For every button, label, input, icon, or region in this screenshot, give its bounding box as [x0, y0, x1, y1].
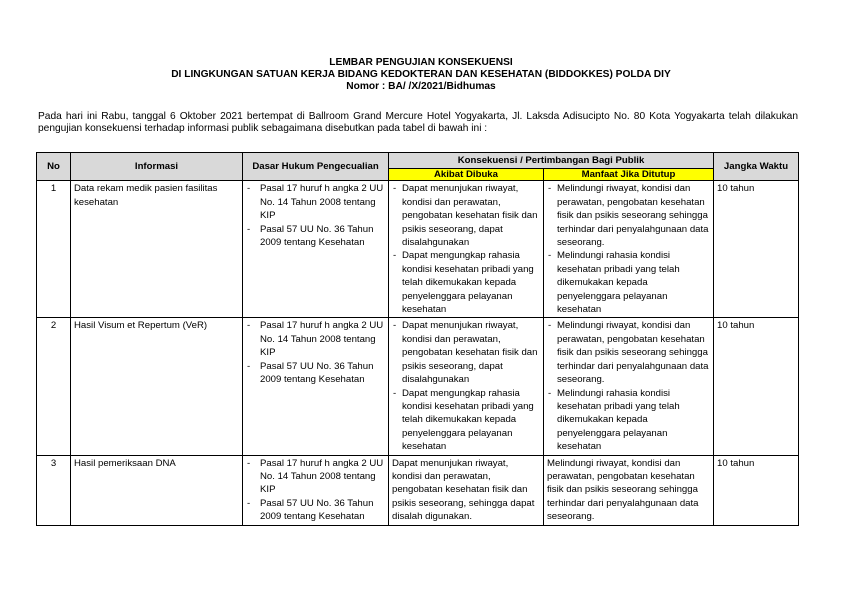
list-item: - Melindungi riwayat, kondisi dan perawatan, pengobatan kesehatan fisik dan psikis seseorang sehingga terhindar dari penyalahgunaan data seseorang. — [547, 182, 710, 249]
row-akibat-dibuka — [389, 318, 544, 455]
row-jangka-waktu: 10 tahun — [714, 318, 799, 455]
list-item: - Melindungi riwayat, kondisi dan perawatan, pengobatan kesehatan fisik dan psikis seseorang sehingga terhindar dari penyalahgunaan data seseorang. — [547, 319, 710, 386]
list-item: - Pasal 57 UU No. 36 Tahun 2009 tentang Kesehatan — [246, 223, 385, 250]
document-title: LEMBAR PENGUJIAN KONSEKUENSI — [329, 57, 513, 68]
row-dasar-hukum — [243, 318, 389, 455]
table-row — [37, 318, 799, 455]
row-informasi: Hasil Visum et Repertum (VeR) — [71, 318, 243, 455]
row-manfaat-ditutup: Melindungi riwayat, kondisi dan perawatan, pengobatan kesehatan fisik dan psikis seseorang sehingga terhindar dari penyalahgunaan data seseorang. — [544, 455, 714, 525]
header-manfaat-ditutup: Manfaat Jika Ditutup — [544, 169, 714, 181]
row-akibat-dibuka: Dapat menunjukan riwayat, kondisi dan perawatan, pengobatan kesehatan fisik dan psikis seseorang, sehingga dapat disalah digunakan. — [389, 455, 544, 525]
row-akibat-dibuka — [389, 181, 544, 318]
row-informasi: Data rekam medik pasien fasilitas kesehatan — [71, 181, 243, 318]
document-subtitle: DI LINGKUNGAN SATUAN KERJA BIDANG KEDOKTERAN DAN KESEHATAN (BIDDOKKES) POLDA DIY — [171, 69, 671, 80]
list-item: - Dapat menunjukan riwayat, kondisi dan perawatan, pengobatan kesehatan fisik dan psikis seseorang, dapat disalahgunakan — [392, 182, 540, 249]
header-informasi: Informasi — [71, 153, 243, 181]
list-item: - Dapat mengungkap rahasia kondisi kesehatan pribadi yang telah dikemukakan kepada penyelenggara pelayanan kesehatan — [392, 249, 540, 316]
row-informasi: Hasil pemeriksaan DNA — [71, 455, 243, 525]
consequence-table — [36, 152, 799, 526]
header-konsekuensi: Konsekuensi / Pertimbangan Bagi Publik — [389, 153, 714, 169]
row-number: 3 — [37, 455, 71, 525]
table-row — [37, 181, 799, 318]
intro-paragraph: Pada hari ini Rabu, tanggal 6 Oktober 2021 bertempat di Ballroom Grand Mercure Hotel Yogyakarta, Jl. Laksda Adisucipto No. 80 Kota Yogyakarta telah dilakukan pengujian konsekuensi terhadap informasi publik sebagaimana disebutkan pada tabel di bawah ini : — [38, 111, 798, 135]
table-row — [37, 455, 799, 525]
row-number: 1 — [37, 181, 71, 318]
header-dasar-hukum: Dasar Hukum Pengecualian — [243, 153, 389, 181]
header-jangka-waktu: Jangka Waktu — [714, 153, 799, 181]
list-item: - Dapat mengungkap rahasia kondisi kesehatan pribadi yang telah dikemukakan kepada penyelenggara pelayanan kesehatan — [392, 387, 540, 454]
list-item: - Pasal 57 UU No. 36 Tahun 2009 tentang Kesehatan — [246, 497, 385, 524]
list-item: - Dapat menunjukan riwayat, kondisi dan perawatan, pengobatan kesehatan fisik dan psikis seseorang, dapat disalahgunakan — [392, 319, 540, 386]
list-item: - Pasal 57 UU No. 36 Tahun 2009 tentang Kesehatan — [246, 360, 385, 387]
list-item: - Melindungi rahasia kondisi kesehatan pribadi yang telah dikemukakan kepada penyelenggara pelayanan kesehatan — [547, 387, 710, 454]
list-item: - Pasal 17 huruf h angka 2 UU No. 14 Tahun 2008 tentang KIP — [246, 457, 385, 497]
list-item: - Melindungi rahasia kondisi kesehatan pribadi yang telah dikemukakan kepada penyelenggara pelayanan kesehatan — [547, 249, 710, 316]
row-jangka-waktu: 10 tahun — [714, 455, 799, 525]
header-akibat-dibuka: Akibat Dibuka — [389, 169, 544, 181]
header-no: No — [37, 153, 71, 181]
document-number: Nomor : BA/ /X/2021/Bidhumas — [346, 81, 496, 92]
list-item: - Pasal 17 huruf h angka 2 UU No. 14 Tahun 2008 tentang KIP — [246, 182, 385, 222]
row-manfaat-ditutup — [544, 181, 714, 318]
row-jangka-waktu: 10 tahun — [714, 181, 799, 318]
row-dasar-hukum — [243, 181, 389, 318]
list-item: - Pasal 17 huruf h angka 2 UU No. 14 Tahun 2008 tentang KIP — [246, 319, 385, 359]
row-manfaat-ditutup — [544, 318, 714, 455]
row-number: 2 — [37, 318, 71, 455]
row-dasar-hukum — [243, 455, 389, 525]
